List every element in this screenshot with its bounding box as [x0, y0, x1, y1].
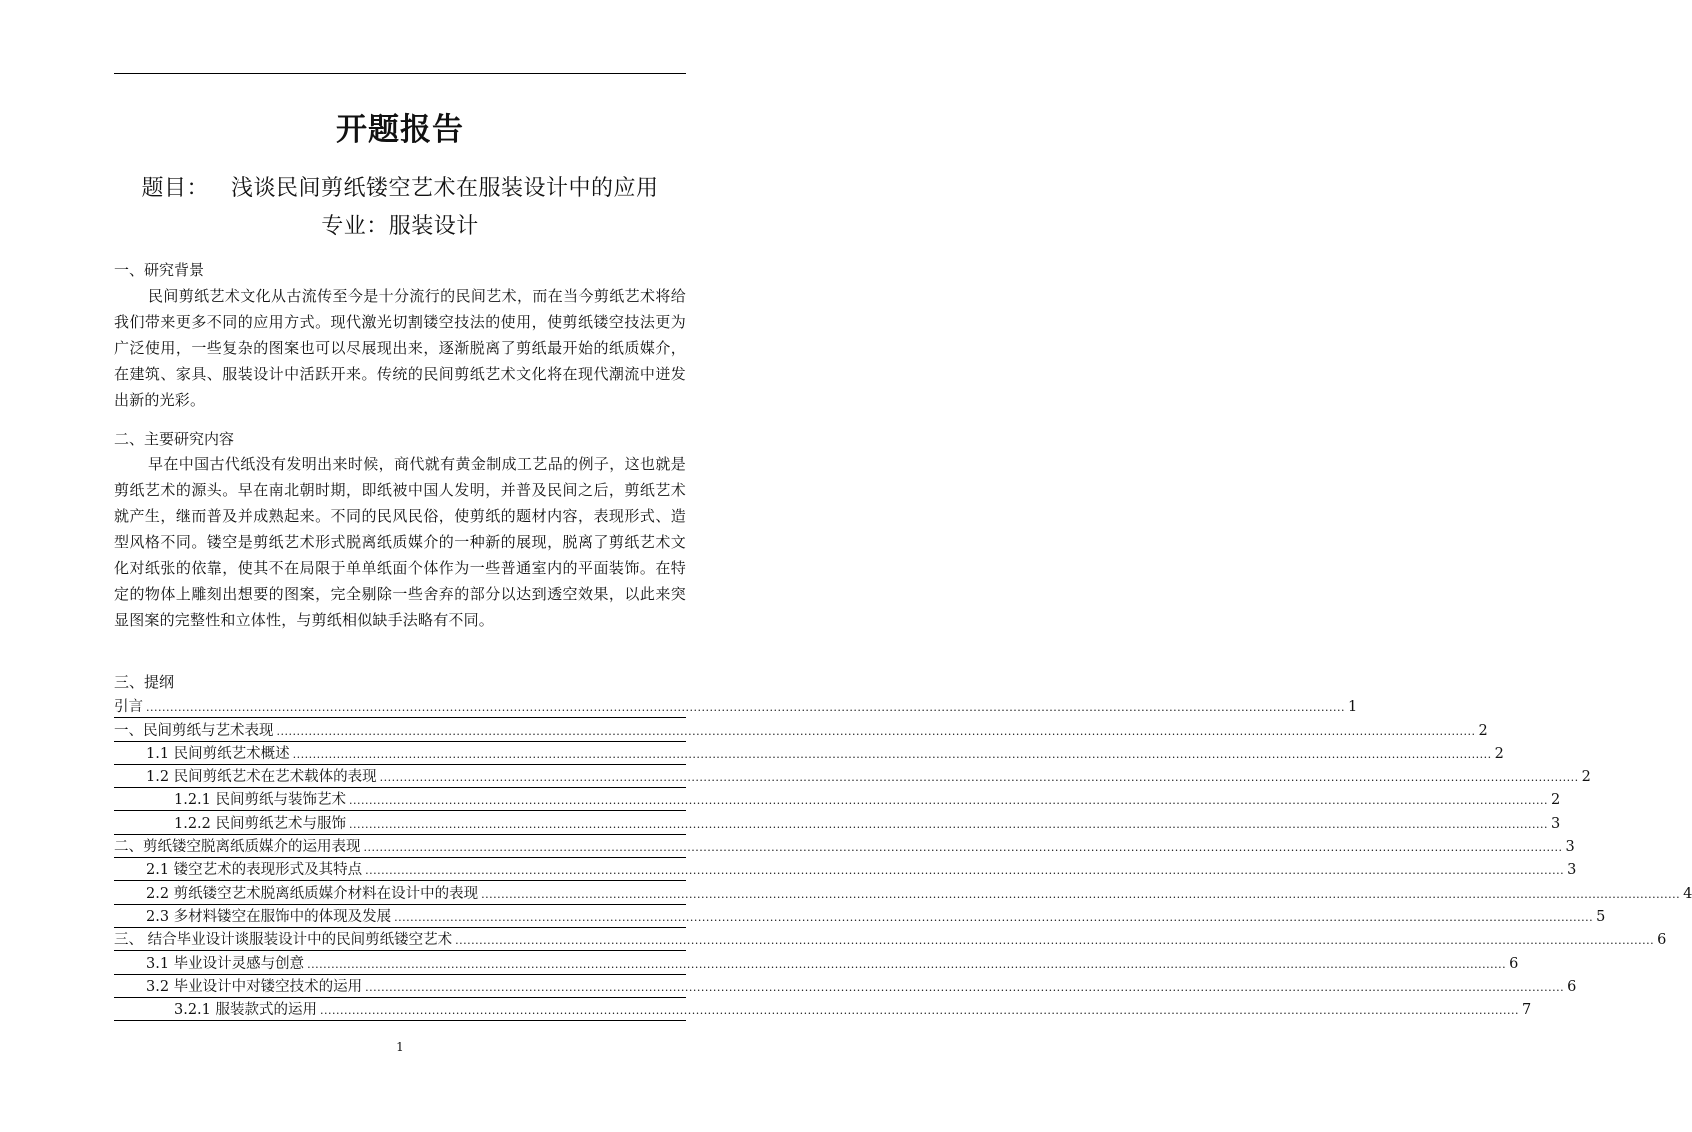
- toc-entry-label: 2.2 剪纸镂空艺术脱离纸质媒介材料在设计中的表现: [146, 885, 479, 902]
- toc-leader: ............................................................................................................................................................................................................................................................................................................: [363, 841, 1563, 855]
- toc-leader: ............................................................................................................................................................................................................................................................................................................: [320, 1004, 1519, 1018]
- section-heading-research: 二、主要研究内容: [114, 430, 235, 448]
- toc-entry: [114, 881, 1692, 904]
- subject-line: [0, 174, 800, 204]
- toc-entry-page: 6: [1509, 955, 1519, 972]
- toc-entry-label: 1.2 民间剪纸艺术在艺术载体的表现: [146, 769, 377, 786]
- toc-entry-page: 4: [1683, 885, 1692, 902]
- toc-entry-label: 1.2.2 民间剪纸艺术与服饰: [174, 815, 347, 832]
- toc-leader: ............................................................................................................................................................................................................................................................................................................: [365, 864, 1565, 878]
- toc-leader: ............................................................................................................................................................................................................................................................................................................: [292, 747, 1492, 761]
- table-of-contents: [114, 695, 1692, 1021]
- toc-entry-label: 2.3 多材料镂空在服饰中的体现及发展: [146, 908, 392, 925]
- page-title: 开题报告: [336, 112, 464, 148]
- major-line: 专业：服装设计: [321, 214, 479, 239]
- section-heading-background: 一、研究背景: [114, 261, 205, 279]
- toc-entry: [114, 975, 1577, 998]
- subject-value: 浅谈民间剪纸镂空艺术在服装设计中的应用: [231, 176, 659, 201]
- toc-entry-page: 6: [1657, 932, 1667, 949]
- toc-leader: ............................................................................................................................................................................................................................................................................................................: [146, 701, 1345, 715]
- toc-leader: ............................................................................................................................................................................................................................................................................................................: [455, 934, 1655, 948]
- header-rule: [114, 73, 686, 74]
- toc-entry-page: 5: [1596, 908, 1606, 925]
- toc-entry: [114, 905, 1606, 928]
- toc-leader: ............................................................................................................................................................................................................................................................................................................: [276, 724, 1476, 738]
- toc-leader: ............................................................................................................................................................................................................................................................................................................: [394, 910, 1594, 924]
- toc-entry-label: 二、剪纸镂空脱离纸质媒介的运用表现: [114, 839, 361, 856]
- toc-entry-label: 一、民间剪纸与艺术表现: [114, 722, 274, 739]
- toc-entry-label: 1.2.1 民间剪纸与装饰艺术: [174, 792, 347, 809]
- section-heading-outline: 三、提纲: [114, 673, 175, 691]
- toc-leader: ............................................................................................................................................................................................................................................................................................................: [379, 771, 1579, 785]
- toc-entry: [114, 811, 1561, 834]
- toc-entry-label: 3.1 毕业设计灵感与创意: [146, 955, 305, 972]
- toc-entry-page: 6: [1567, 978, 1577, 995]
- toc-entry-page: 2: [1478, 722, 1488, 739]
- toc-entry-label: 引言: [114, 699, 143, 716]
- toc-entry-page: 3: [1565, 839, 1575, 856]
- toc-entry-label: 2.1 镂空艺术的表现形式及其特点: [146, 862, 363, 879]
- toc-entry-page: 7: [1522, 1002, 1532, 1019]
- section-text-research: 早在中国古代纸没有发明出来时候，商代就有黄金制成工艺品的例子，这也就是剪纸艺术的源头。早在南北朝时期，即纸被中国人发明，并普及民间之后，剪纸艺术就产生，继而普及并成熟起来。不同的民风民俗，使剪纸的题材内容，表现形式、造型风格不同。镂空是剪纸艺术形式脱离纸质媒介的一种新的展现，脱离了剪纸艺术文化对纸张的依靠，使其不在局限于单单纸面个体作为一些普通室内的平面装饰。在特定的物体上雕刻出想要的图案，完全剔除一些舍弃的部分以达到透空效果，以此来突显图案的完整性和立体性，与剪纸相似缺手法略有不同。: [114, 455, 686, 629]
- toc-entry-page: 1: [1347, 699, 1358, 716]
- toc-leader: ............................................................................................................................................................................................................................................................................................................: [307, 957, 1507, 971]
- toc-entry-label: 3.2 毕业设计中对镂空技术的运用: [146, 978, 363, 995]
- toc-entry-page: 2: [1494, 745, 1504, 762]
- toc-entry-label: 1.1 民间剪纸艺术概述: [146, 745, 290, 762]
- toc-leader: ............................................................................................................................................................................................................................................................................................................: [481, 887, 1681, 901]
- toc-entry: [114, 998, 1532, 1021]
- toc-entry: [114, 695, 1358, 718]
- toc-leader: ............................................................................................................................................................................................................................................................................................................: [349, 817, 1548, 831]
- toc-entry: [114, 835, 1575, 858]
- subject-label: 题目：: [141, 176, 209, 201]
- toc-entry-label: 三、 结合毕业设计谈服装设计中的民间剪纸镂空艺术: [114, 932, 453, 949]
- toc-leader: ............................................................................................................................................................................................................................................................................................................: [365, 980, 1565, 994]
- toc-entry-page: 3: [1551, 815, 1561, 832]
- toc-entry-page: 2: [1581, 769, 1591, 786]
- toc-entry: [114, 858, 1577, 881]
- section-text-background: 民间剪纸艺术文化从古流传至今是十分流行的民间艺术，而在当今剪纸艺术将给我们带来更多不同的应用方式。现代激光切割镂空技法的使用，使剪纸镂空技法更为广泛使用，一些复杂的图案也可以尽展现出来，逐渐脱离了剪纸最开始的纸质媒介，在建筑、家具、服装设计中活跃开来。传统的民间剪纸艺术文化将在现代潮流中迸发出新的光彩。: [114, 287, 686, 409]
- toc-entry-label: 3.2.1 服装款式的运用: [174, 1002, 318, 1019]
- toc-entry-page: 2: [1551, 792, 1561, 809]
- toc-entry: [114, 742, 1504, 765]
- toc-entry-page: 3: [1567, 862, 1577, 879]
- toc-leader: ............................................................................................................................................................................................................................................................................................................: [349, 794, 1548, 808]
- toc-entry: [114, 718, 1488, 741]
- toc-entry: [114, 765, 1591, 788]
- toc-entry: [114, 928, 1667, 951]
- page-number: 1: [396, 1040, 404, 1054]
- toc-entry: [114, 788, 1561, 811]
- toc-entry: [114, 951, 1519, 974]
